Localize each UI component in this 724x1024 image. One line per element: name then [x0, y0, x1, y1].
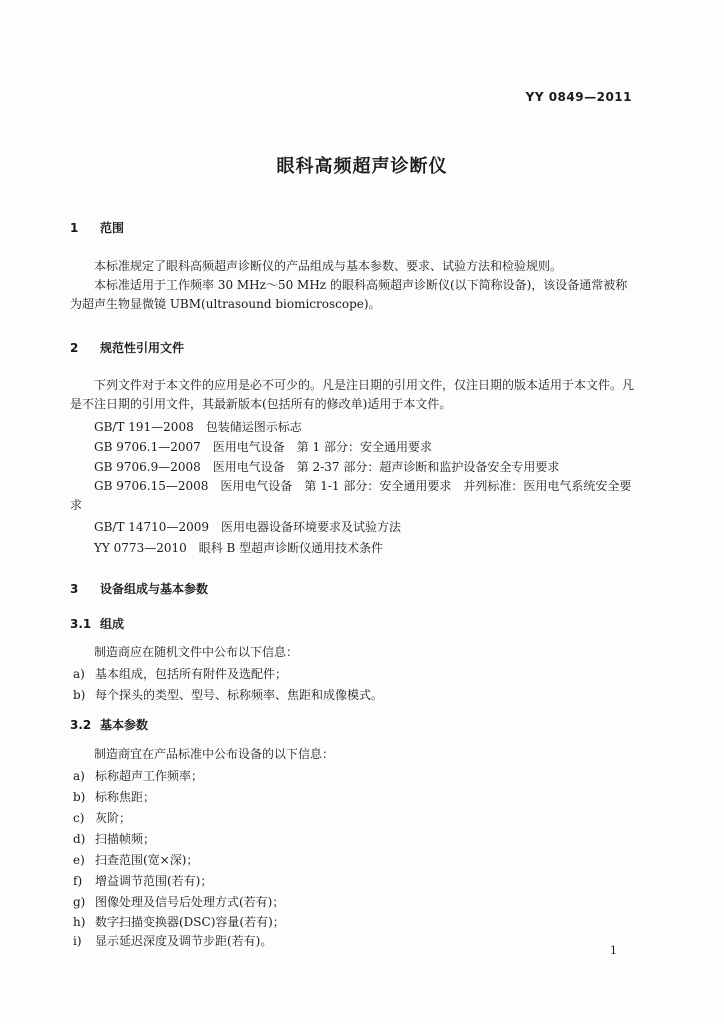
- list-marker: b): [73, 688, 86, 702]
- list-item-text: 扫查范围(宽×深)；: [95, 853, 199, 867]
- list-item-text: 数字扫描变换器(DSC)容量(若有)；: [95, 915, 285, 929]
- list-item-text: 基本组成，包括所有附件及选配件；: [95, 667, 288, 681]
- list-item: [73, 830, 155, 847]
- list-marker: c): [73, 811, 85, 825]
- list-item-text: 扫描帧频；: [95, 832, 156, 846]
- section-number: 1: [70, 221, 79, 235]
- section-number: 3: [70, 582, 79, 596]
- section-number: 3.2: [70, 718, 92, 732]
- list-item: [73, 932, 272, 949]
- subsection-heading-composition: [70, 615, 124, 632]
- list-item-text: 增益调节范围(若有)；: [95, 874, 213, 888]
- list-marker: f): [73, 874, 83, 888]
- list-item: [73, 809, 131, 826]
- standard-code: YY 0849—2011: [525, 90, 632, 104]
- page-number: 1: [610, 944, 617, 957]
- list-item: [73, 851, 198, 868]
- list-marker: e): [73, 853, 85, 867]
- section-title: 范围: [100, 221, 125, 235]
- reference-item: GB/T 14710—2009 医用电器设备环境要求及试验方法: [94, 520, 401, 534]
- list-item-text: 每个探头的类型、型号、标称频率、焦距和成像模式。: [95, 688, 384, 702]
- scope-paragraph-1: 本标准规定了眼科高频超声诊断仪的产品组成与基本参数、要求、试验方法和检验规则。: [94, 259, 563, 273]
- list-marker: h): [73, 915, 86, 929]
- section-number: 3.1: [70, 617, 92, 631]
- section-title: 基本参数: [100, 718, 149, 732]
- reference-item: GB 9706.9—2008 医用电气设备 第 2-37 部分：超声诊断和监护设备安全专用要求: [94, 460, 560, 474]
- reference-item: YY 0773—2010 眼科 B 型超声诊断仪通用技术条件: [94, 541, 384, 555]
- section-title: 组成: [100, 617, 125, 631]
- list-item: [73, 767, 203, 784]
- section-heading-scope: [70, 219, 124, 236]
- scope-paragraph-2: 本标准适用于工作频率 30 MHz～50 MHz 的眼科高频超声诊断仪(以下简称设备)，该设备通常被称为超声生物显微镜 UBM(ultrasound biomicroscope)。: [70, 278, 628, 311]
- list-item: [73, 913, 285, 930]
- section-title: 设备组成与基本参数: [100, 582, 209, 596]
- parameters-intro: 制造商宜在产品标准中公布设备的以下信息：: [94, 747, 335, 761]
- section-title: 规范性引用文件: [100, 341, 185, 355]
- page-title: 眼科高频超声诊断仪: [276, 156, 448, 177]
- section-heading-composition-and-parameters: [70, 580, 208, 597]
- list-item-text: 标称超声工作频率；: [95, 769, 204, 783]
- composition-intro: 制造商应在随机文件中公布以下信息：: [94, 645, 299, 659]
- references-paragraph: 下列文件对于本文件的应用是必不可少的。凡是注日期的引用文件，仅注日期的版本适用于本文件。凡是不注日期的引用文件，其最新版本(包括所有的修改单)适用于本文件。: [70, 378, 635, 411]
- list-marker: b): [73, 790, 86, 804]
- reference-item: GB/T 191—2008 包装储运图示标志: [94, 420, 302, 434]
- list-item: [73, 893, 284, 910]
- list-marker: a): [73, 667, 85, 681]
- list-marker: i): [73, 934, 82, 948]
- list-item-text: 显示延迟深度及调节步距(若有)。: [95, 934, 273, 948]
- section-heading-normative-references: [70, 339, 184, 356]
- list-item: [73, 686, 383, 703]
- list-item-text: 标称焦距；: [95, 790, 156, 804]
- list-item: [73, 788, 155, 805]
- list-item: [73, 872, 212, 889]
- section-number: 2: [70, 341, 79, 355]
- list-marker: a): [73, 769, 85, 783]
- reference-item: GB 9706.1—2007 医用电气设备 第 1 部分：安全通用要求: [94, 440, 433, 454]
- list-marker: d): [73, 832, 86, 846]
- reference-item: GB 9706.15—2008 医用电气设备 第 1-1 部分：安全通用要求 并列标准：医用电气系统安全要求: [70, 479, 632, 512]
- list-item: [73, 665, 287, 682]
- list-item-text: 灰阶；: [95, 811, 132, 825]
- list-item-text: 图像处理及信号后处理方式(若有)；: [95, 895, 285, 909]
- list-marker: g): [73, 895, 86, 909]
- subsection-heading-basic-parameters: [70, 716, 148, 733]
